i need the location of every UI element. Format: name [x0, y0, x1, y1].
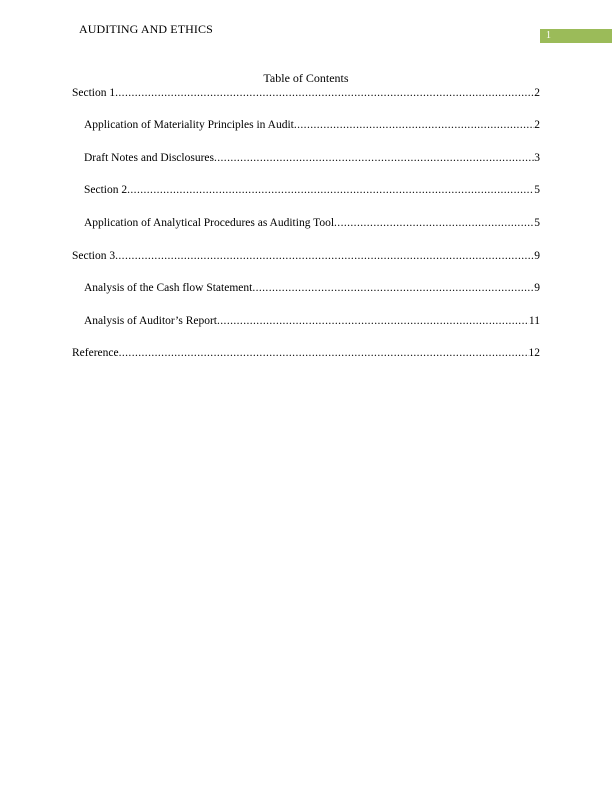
- dot-leader: [115, 87, 534, 99]
- toc-entry-analytical-procedures[interactable]: [84, 217, 540, 229]
- toc-entry-label: Application of Materiality Principles in Audit: [84, 119, 294, 131]
- dot-leader: [217, 315, 529, 327]
- dot-leader: [294, 119, 534, 131]
- dot-leader: [334, 217, 534, 229]
- toc-entry-label: Section 2: [84, 184, 128, 196]
- toc-entry-label: Reference: [72, 347, 119, 359]
- running-header-title: AUDITING AND ETHICS: [79, 22, 213, 36]
- toc-entry-label: Section 1: [72, 87, 116, 99]
- toc-entry-label: Analysis of Auditor’s Report: [84, 315, 217, 327]
- toc-entry-label: Application of Analytical Procedures as Auditing Tool: [84, 217, 335, 229]
- toc-heading: Table of Contents: [263, 71, 349, 85]
- toc-entry-page: 3: [534, 152, 540, 164]
- toc-entry-label: Section 3: [72, 250, 116, 262]
- toc-entry-page: 12: [528, 347, 540, 359]
- toc-entry-section-2[interactable]: [84, 184, 540, 196]
- dot-leader: [214, 152, 534, 164]
- toc-entry-auditors-report[interactable]: [84, 315, 540, 327]
- toc-entry-draft-notes[interactable]: [84, 152, 540, 164]
- page-number-badge: 1: [540, 29, 612, 43]
- toc-entry-page: 2: [534, 119, 540, 131]
- dot-leader: [252, 282, 534, 294]
- dot-leader: [127, 184, 534, 196]
- toc-entry-materiality[interactable]: [84, 119, 540, 131]
- toc-entry-page: 11: [528, 315, 540, 327]
- dot-leader: [119, 347, 529, 359]
- toc-entry-label: Analysis of the Cash flow Statement: [84, 282, 253, 294]
- dot-leader: [115, 250, 534, 262]
- toc-entry-page: 9: [534, 250, 540, 262]
- toc-entry-label: Draft Notes and Disclosures: [84, 152, 214, 164]
- toc-entry-page: 2: [534, 87, 540, 99]
- toc-entry-page: 9: [534, 282, 540, 294]
- toc-entry-reference[interactable]: [72, 347, 540, 359]
- toc-entry-cash-flow[interactable]: [84, 282, 540, 294]
- toc-entry-page: 5: [534, 184, 540, 196]
- toc-entry-section-1[interactable]: [72, 87, 540, 99]
- toc-entry-page: 5: [534, 217, 540, 229]
- toc-entry-section-3[interactable]: [72, 250, 540, 262]
